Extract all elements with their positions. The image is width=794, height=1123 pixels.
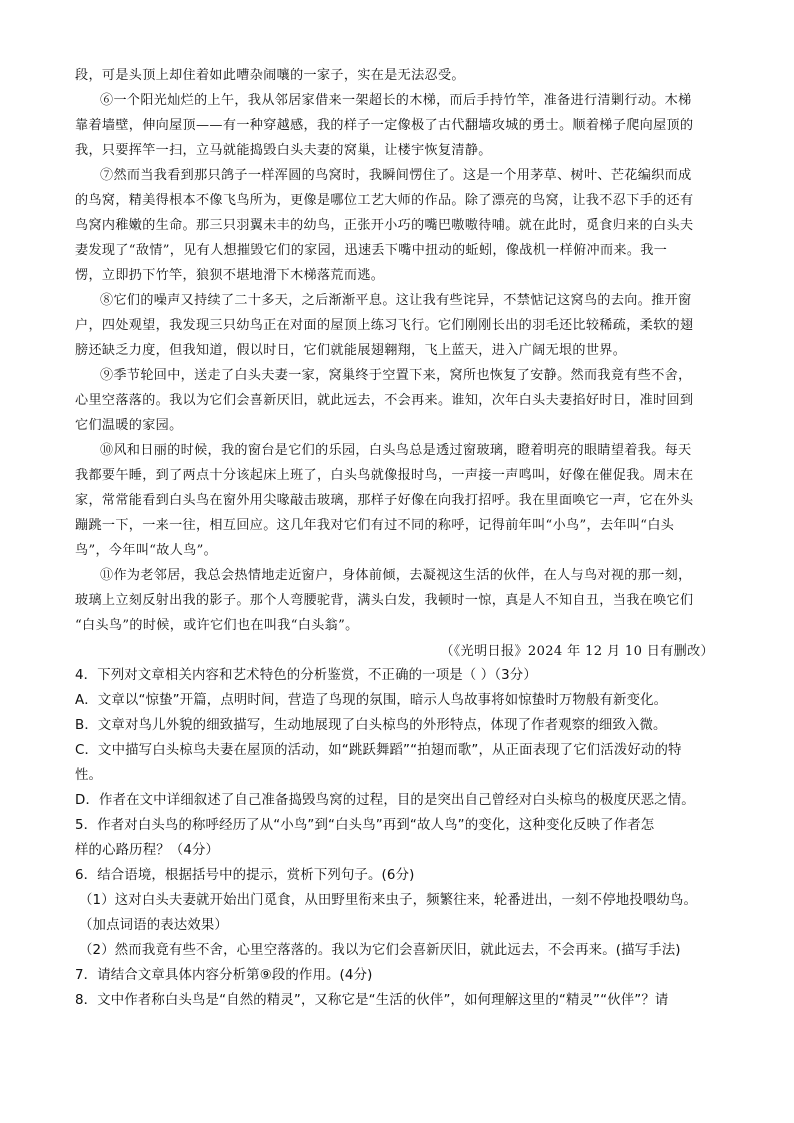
passage-line: 户，四处观望，我发现三只幼鸟正在对面的屋顶上练习飞行。它们刚刚长出的羽毛还比较稀疏，柔软的翅 xyxy=(75,318,694,333)
passage-line: 我，只要挥竿一扫，立马就能捣毁白头夫妻的窝巢，让楼宇恢复清静。 xyxy=(75,143,492,158)
passage-line: 家，常常能看到白头鸟在窗外用尖喙敲击玻璃，那样子好像在向我打招呼。我在里面唤它一声，它在外头 xyxy=(75,493,694,508)
passage-line: 玻璃上立刻反射出我的影子。那个人弯腰驼背，满头白发，我顿时一惊，真是人不知自丑，当我在唤它们 xyxy=(75,593,694,608)
passage-line: 鸟窝内稚嫩的生命。那三只羽翼未丰的幼鸟，正张开小巧的嘴巴嗷嗷待哺。就在此时，觅食归来的白头夫 xyxy=(75,218,694,233)
passage-line: ⑨季节轮回中，送走了白头夫妻一家，窝巢终于空置下来，窝所也恢复了安静。然而我竟有些不舍， xyxy=(100,368,692,383)
passage-line: “白头鸟”的时候，或许它们也在叫我“白头翁”。 xyxy=(75,618,359,633)
question-line: （1）这对白头夫妻就开始出门觅食，从田野里衔来虫子，频繁往来，轮番进出，一刻不停地投喂幼鸟。 xyxy=(79,893,697,908)
passage-source: （《光明日报》2024 年 12 月 10 日有删改） xyxy=(440,644,714,659)
passage-line: ⑦然而当我看到那只鸽子一样浑圆的鸟窝时，我瞬间愣住了。这是一个用茅草、树叶、芒花编织而成 xyxy=(100,168,692,183)
passage-line: 段，可是头顶上却住着如此嘈杂闹嚷的一家子，实在是无法忍受。 xyxy=(75,68,465,83)
passage-line: 妻发现了“敌情”，见有人想摧毁它们的家园，迅速丢下嘴中扭动的蚯蚓，像战机一样俯冲而来。我一 xyxy=(75,243,668,258)
question-line: （2）然而我竟有些不舍，心里空落落的。我以为它们会喜新厌旧，就此远去，不会再来。(描写手法) xyxy=(79,943,681,958)
question-line: B．文章对鸟儿外貌的细致描写，生动地展现了白头椋鸟的外形特点，体现了作者观察的细致入微。 xyxy=(75,718,667,733)
passage-line: 靠着墙壁，伸向屋顶——有一种穿越感，我的样子一定像极了古代翻墙攻城的勇士。顺着梯子爬向屋顶的 xyxy=(75,118,694,133)
question-line: A．文章以“惊蛰”开篇，点明时间，营造了鸟现的氛围，暗示人鸟故事将如惊蛰时万物般有新变化。 xyxy=(75,693,668,708)
passage-line: ⑩风和日丽的时候，我的窗台是它们的乐园，白头鸟总是透过窗玻璃，瞪着明亮的眼睛望着我。每天 xyxy=(100,443,692,458)
passage-line: ⑧它们的噪声又持续了二十多天，之后渐渐平息。这让我有些诧异，不禁惦记这窝鸟的去向。推开窗 xyxy=(100,293,692,308)
passage-line: 我都要午睡，到了两点十分该起床上班了，白头鸟就像报时鸟，一声接一声鸣叫，好像在催促我。周末在 xyxy=(75,468,694,483)
passage-line: 鸟”，今年叫“故人鸟”。 xyxy=(75,543,218,558)
passage-line: 它们温暖的家园。 xyxy=(75,418,183,433)
passage-line: 蹦跳一下，一来一往，相互回应。这几年我对它们有过不同的称呼，记得前年叫“小鸟”，去年叫“白头 xyxy=(75,518,675,533)
question-line: C．文中描写白头椋鸟夫妻在屋顶的活动，如“跳跃舞蹈”“拍翅而歌”，从正面表现了它们活泼好动的特 xyxy=(75,743,682,758)
question-line: 4．下列对文章相关内容和艺术特色的分析鉴赏，不正确的一项是（ ）（3分） xyxy=(75,668,537,683)
question-line: 样的心路历程？（4分） xyxy=(75,843,220,858)
passage-line: ⑥一个阳光灿烂的上午，我从邻居家借来一架超长的木梯，而后手持竹竿，准备进行清剿行动。木梯 xyxy=(100,93,692,108)
question-line: 5．作者对白头鸟的称呼经历了从“小鸟”到“白头鸟”再到“故人鸟”的变化，这种变化反映了作者怎 xyxy=(75,818,655,833)
passage-line: ⑪作为老邻居，我总会热情地走近窗户，身体前倾，去凝视这生活的伙伴，在人与鸟对视的那一刻， xyxy=(100,568,692,583)
passage-line: 膀还缺乏力度，但我知道，假以时日，它们就能展翅翱翔，飞上蓝天，进入广阔无垠的世界。 xyxy=(75,343,627,358)
question-line: 7．请结合文章具体内容分析第⑨段的作用。(4分) xyxy=(75,968,373,983)
passage-line: 的鸟窝，精美得根本不像飞鸟所为，更像是哪位工艺大师的作品。除了漂亮的鸟窝，让我不忍下手的还有 xyxy=(75,193,694,208)
question-line: D．作者在文中详细叙述了自己准备捣毁鸟窝的过程，目的是突出自己曾经对白头椋鸟的极度厌恶之情。 xyxy=(75,793,695,808)
passage-line: 愣，立即扔下竹竿，狼狈不堪地滑下木梯落荒而逃。 xyxy=(75,268,385,283)
question-line: （加点词语的表达效果） xyxy=(79,918,228,933)
question-line: 8．文中作者称白头鸟是“自然的精灵”，又称它是“生活的伙伴”，如何理解这里的“精灵”“伙伴”？请 xyxy=(75,993,669,1008)
question-line: 6．结合语境，根据括号中的提示，赏析下列句子。(6分) xyxy=(75,868,415,883)
question-line: 性。 xyxy=(75,768,103,783)
passage-line: 心里空落落的。我以为它们会喜新厌旧，就此远去，不会再来。谁知，次年白头夫妻掐好时日，准时回到 xyxy=(75,393,694,408)
